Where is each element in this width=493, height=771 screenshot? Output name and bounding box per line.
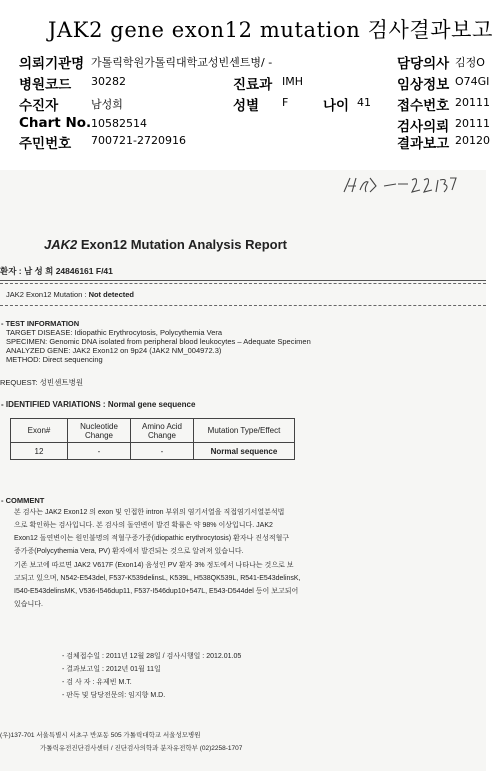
- table-header-row: [11, 419, 295, 443]
- table-cell: Normal sequence: [194, 443, 295, 460]
- row-hospital-code: [0, 73, 490, 93]
- resident-no-label: 주민번호: [19, 136, 72, 152]
- result-header: [0, 0, 493, 168]
- comment-line: 증가증(Polycythemia Vera, PV) 환자에서 발견되는 것으로 알려져 있습니다.: [14, 548, 244, 555]
- request-date-label: 검사의뢰: [397, 119, 450, 135]
- institution-value: 가톨릭학원가톨릭대학교성빈센트병/ -: [91, 56, 273, 69]
- doctor-label: 담당의사: [397, 56, 450, 72]
- variations-heading: - IDENTIFIED VARIATIONS : Normal gene sequence: [1, 400, 196, 409]
- request-line: REQUEST: 성빈센트병원: [0, 378, 84, 387]
- chart-no-label: Chart No.: [19, 115, 92, 131]
- sex-value: F: [282, 96, 289, 109]
- clinical-info-value: O74GI: [455, 75, 490, 88]
- test-info-line: SPECIMEN: Genomic DNA isolated from peripheral blood leukocytes – Adequate Specimen: [6, 337, 311, 346]
- age-label: 나이: [323, 98, 350, 114]
- request-date-value: 20111: [455, 117, 490, 130]
- institution-label: 의뢰기관명: [19, 56, 85, 72]
- comment-line: Exon12 돌연변이는 원인불명의 적혈구증가증(idiopathic erythrocytosis) 환자나 진성적혈구: [14, 535, 290, 542]
- report-date-value: 20120: [455, 134, 490, 147]
- chart-no-value: 10582514: [91, 117, 147, 130]
- row-institution: [0, 52, 486, 70]
- table-header-cell: Nucleotide Change: [68, 419, 131, 443]
- table-header-cell: Amino Acid Change: [131, 419, 194, 443]
- test-info-line: METHOD: Direct sequencing: [6, 355, 103, 364]
- receipt-no-value: 20111: [455, 96, 490, 109]
- comment-line: I540-E543delinsMK, V536-I546dup11, F537-I546dup10+547L, E543-D544del 등이 보고되어: [14, 588, 299, 595]
- test-info-line: TARGET DISEASE: Idiopathic Erythrocytosis, Polycythemia Vera: [6, 328, 223, 337]
- table-row: [11, 443, 295, 460]
- receipt-no-label: 접수번호: [397, 98, 450, 114]
- comment-heading: - COMMENT: [1, 496, 45, 505]
- age-value: 41: [357, 96, 371, 109]
- comment-line: 기존 보고에 따르면 JAK2 V617F (Exon14) 음성인 PV 환자 3% 정도에서 나타나는 것으로 보: [14, 562, 294, 569]
- footer-item: - 판독 및 담당전문의: 임지향 M.D.: [62, 692, 166, 699]
- footer-item: - 검 사 자 : 유제빈 M.T.: [62, 679, 132, 686]
- patient-line: 환자 : 남 성 희 24846161 F/41: [0, 266, 113, 276]
- center-line: 가톨릭유전진단검사센터 / 진단검사의학과 분자유전학부 (02)2258-1707: [40, 745, 243, 752]
- table-header-cell: Mutation Type/Effect: [194, 419, 295, 443]
- table-cell: -: [131, 443, 194, 460]
- variations-table: [10, 418, 295, 460]
- comment-line: 으로 확인하는 검사입니다. 본 검사의 돌연변이 발견 확률은 약 98% 이상입니다. JAK2: [14, 522, 273, 529]
- table-cell: -: [68, 443, 131, 460]
- summary-value: Not detected: [88, 290, 134, 299]
- report-title-gene: JAK2: [44, 237, 78, 252]
- patient-value: 남성희: [91, 98, 123, 111]
- handwritten-number: [340, 172, 460, 198]
- test-info-heading: - TEST INFORMATION: [1, 319, 80, 328]
- resident-no-value: 700721-2720916: [91, 134, 186, 147]
- summary-line: [6, 290, 134, 299]
- comment-line: 고되고 있으며, N542-E543del, F537-K539delinsL, K539L, H538QK539L, R541-E543delinsK,: [14, 575, 301, 582]
- divider-top: [0, 280, 486, 281]
- report-title-rest: Exon12 Mutation Analysis Report: [77, 237, 287, 252]
- summary-label: JAK2 Exon12 Mutation :: [6, 290, 89, 299]
- hospital-code-value: 30282: [91, 75, 126, 88]
- comment-line: 있습니다.: [14, 601, 43, 608]
- comment-line: 본 검사는 JAK2 Exon12 의 exon 및 인접한 intron 부위의 염기서열을 직접염기서열분석법: [14, 509, 285, 516]
- footer-item: - 검체접수일 : 2011년 12월 28일 / 검사시행일 : 2012.01.05: [62, 653, 242, 660]
- row-patient: [0, 94, 490, 114]
- page-title: JAK2 gene exon12 mutation 검사결과보고: [48, 18, 493, 42]
- clinical-info-label: 임상정보: [397, 77, 450, 93]
- report-title: [44, 237, 287, 252]
- doctor-value: 김정O: [455, 56, 485, 69]
- sex-label: 성별: [233, 98, 260, 114]
- table-header-cell: Exon#: [11, 419, 68, 443]
- divider-dashed-1: [0, 283, 486, 284]
- table-cell: 12: [11, 443, 68, 460]
- row-chart-no: [0, 115, 490, 135]
- patient-label: 수진자: [19, 98, 59, 114]
- report-date-label: 결과보고: [397, 136, 450, 152]
- address-line: (우)137-701 서울특별시 서초구 반포동 505 가톨릭대학교 서울성모병원: [0, 732, 201, 739]
- scanned-report: [0, 170, 486, 771]
- row-resident-no: [0, 132, 490, 152]
- department-label: 진료과: [233, 77, 273, 93]
- footer-item: - 결과보고일 : 2012년 01월 11일: [62, 666, 161, 673]
- divider-dashed-2: [0, 305, 486, 306]
- department-value: IMH: [282, 75, 304, 88]
- test-info-line: ANALYZED GENE: JAK2 Exon12 on 9p24 (JAK2 NM_004972.3): [6, 346, 222, 355]
- hospital-code-label: 병원코드: [19, 77, 72, 93]
